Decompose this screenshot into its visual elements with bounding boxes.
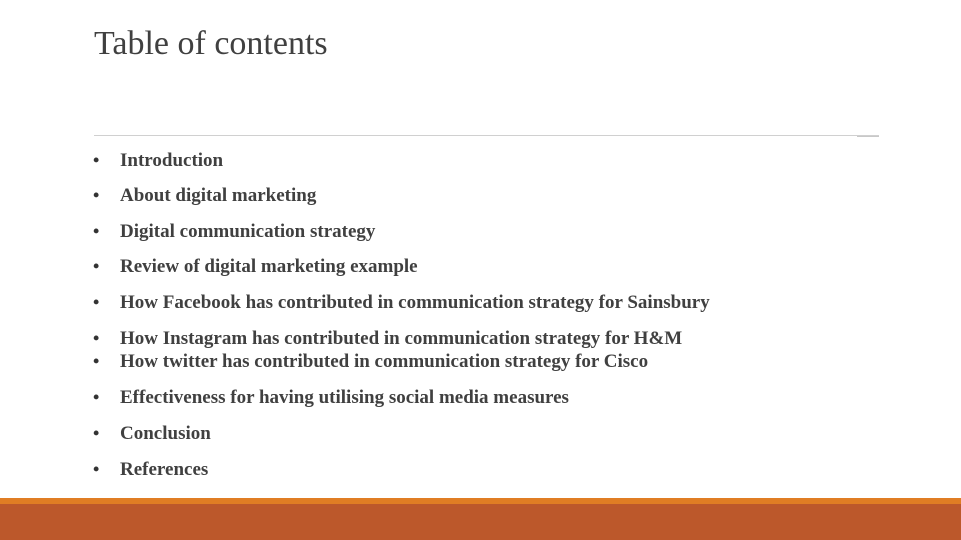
toc-item (93, 184, 316, 207)
toc-item (93, 422, 211, 445)
bullet-icon: • (93, 256, 100, 276)
toc-item-label: Introduction (120, 150, 224, 171)
bullet-icon: • (93, 185, 100, 205)
toc-item (93, 149, 223, 172)
title-divider (94, 135, 879, 136)
toc-item-label: Review of digital marketing example (120, 256, 418, 277)
toc-item-label: How Facebook has contributed in communication strategy for Sainsbury (120, 292, 710, 313)
toc-item-label: References (120, 459, 209, 480)
toc-item (93, 327, 682, 350)
footer-band (0, 504, 961, 540)
toc-item-label: Digital communication strategy (120, 221, 376, 242)
toc-item-label: Effectiveness for having utilising social media measures (120, 387, 569, 408)
bullet-icon: • (93, 351, 100, 371)
title-divider-end (857, 136, 879, 137)
toc-item-label: How twitter has contributed in communication strategy for Cisco (120, 351, 649, 372)
toc-item (93, 220, 375, 243)
toc-item-label: How Instagram has contributed in communication strategy for H&M (120, 328, 683, 349)
bullet-icon: • (93, 423, 100, 443)
toc-item (93, 291, 710, 314)
bullet-icon: • (93, 221, 100, 241)
bullet-icon: • (93, 387, 100, 407)
toc-item (93, 350, 648, 373)
bullet-icon: • (93, 459, 100, 479)
slide-title: Table of contents (94, 25, 328, 62)
toc-item (93, 255, 418, 278)
toc-item-label: Conclusion (120, 423, 211, 444)
toc-item-label: About digital marketing (120, 185, 317, 206)
bullet-icon: • (93, 328, 100, 348)
bullet-icon: • (93, 150, 100, 170)
bullet-icon: • (93, 292, 100, 312)
toc-item (93, 458, 208, 481)
toc-item (93, 386, 569, 409)
